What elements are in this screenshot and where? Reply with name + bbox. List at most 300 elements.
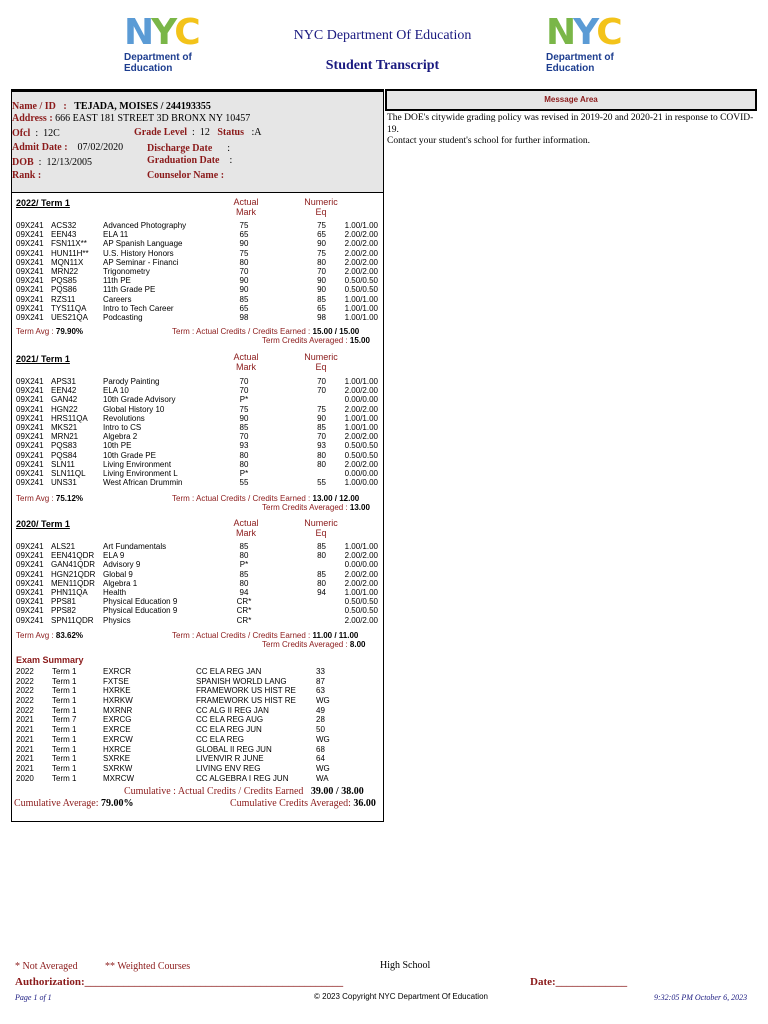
exam-code: EXRCW bbox=[103, 734, 133, 744]
exam-score: WG bbox=[316, 696, 330, 706]
course-title: Physical Education 9 bbox=[103, 597, 178, 607]
exam-score: 49 bbox=[316, 705, 325, 715]
course-title: Algebra 2 bbox=[103, 432, 138, 442]
exam-row bbox=[16, 764, 382, 774]
course-code: MRN21 bbox=[51, 432, 79, 442]
course-row bbox=[16, 405, 382, 414]
status-value: :A bbox=[251, 127, 262, 138]
exam-title: CC ALGEBRA I REG JUN bbox=[196, 773, 289, 783]
numeric-eq: 80 bbox=[317, 450, 326, 460]
course-code: PPS81 bbox=[51, 597, 76, 607]
course-code: GAN41QDR bbox=[51, 560, 96, 570]
school-code: 09X241 bbox=[16, 413, 44, 423]
course-title: 11th Grade PE bbox=[103, 285, 156, 295]
course-code: ALS21 bbox=[51, 542, 76, 551]
numeric-eq: 85 bbox=[317, 294, 326, 304]
term-course-list bbox=[16, 221, 382, 322]
nyc-doe-logo-right bbox=[546, 12, 636, 74]
course-row bbox=[16, 249, 382, 258]
course-row bbox=[16, 285, 382, 294]
exam-code: EXRCG bbox=[103, 715, 132, 725]
exam-term: Term 1 bbox=[52, 696, 77, 706]
exam-row bbox=[16, 706, 382, 716]
credits: 2.00/2.00 bbox=[344, 551, 378, 561]
copyright: © 2023 Copyright NYC Department Of Education bbox=[314, 992, 488, 1001]
school-code: 09X241 bbox=[16, 560, 44, 570]
credits: 2.00/2.00 bbox=[344, 569, 378, 579]
course-title: Parody Painting bbox=[103, 377, 160, 386]
school-code: 09X241 bbox=[16, 459, 44, 469]
exam-year: 2021 bbox=[16, 725, 34, 735]
exam-score: 68 bbox=[316, 744, 325, 754]
exam-row bbox=[16, 696, 382, 706]
exam-year: 2022 bbox=[16, 705, 34, 715]
exam-code: FXTSE bbox=[103, 676, 129, 686]
course-code: SLN11QL bbox=[51, 468, 86, 478]
logo-dept-line2: Education bbox=[124, 63, 173, 74]
credits: 2.00/2.00 bbox=[344, 257, 378, 267]
exam-row bbox=[16, 667, 382, 677]
course-title: ELA 9 bbox=[103, 551, 125, 561]
status-label: Status bbox=[217, 127, 245, 138]
message-body bbox=[385, 111, 757, 150]
numeric-eq: 70 bbox=[317, 432, 326, 442]
school-code: 09X241 bbox=[16, 377, 44, 386]
school-code: 09X241 bbox=[16, 276, 44, 286]
course-row bbox=[16, 386, 382, 395]
course-title: ELA 11 bbox=[103, 230, 129, 240]
course-row bbox=[16, 451, 382, 460]
numeric-eq: 75 bbox=[317, 221, 326, 230]
course-title: ELA 10 bbox=[103, 386, 129, 396]
course-row bbox=[16, 469, 382, 478]
logo-dept-line1: Department of bbox=[546, 52, 614, 63]
rank-row bbox=[12, 170, 41, 181]
numeric-eq: 80 bbox=[317, 459, 326, 469]
course-row bbox=[16, 579, 382, 588]
exam-score: WG bbox=[316, 734, 330, 744]
course-code: PQS83 bbox=[51, 441, 77, 451]
numeric-eq: 65 bbox=[317, 303, 326, 313]
actual-mark: 90 bbox=[239, 413, 249, 423]
exam-code: EXRCR bbox=[103, 667, 132, 676]
school-code: 09X241 bbox=[16, 432, 44, 442]
school-code: 09X241 bbox=[16, 551, 44, 561]
numeric-eq: 90 bbox=[317, 276, 326, 286]
course-code: RZS11 bbox=[51, 294, 76, 304]
actual-mark: 70 bbox=[239, 432, 249, 442]
course-title: 10th Grade Advisory bbox=[103, 395, 176, 405]
name-row: Name / ID : TEJADA, MOISES / 244193355 bbox=[12, 101, 211, 112]
actual-mark: 65 bbox=[239, 303, 249, 313]
exam-term: Term 1 bbox=[52, 676, 77, 686]
admit-label: Admit Date : bbox=[12, 142, 68, 153]
school-code: 09X241 bbox=[16, 441, 44, 451]
exam-score: 28 bbox=[316, 715, 325, 725]
term-credits: Term : Actual Credits / Credits Earned : 11.00 / 11.00 bbox=[172, 631, 359, 640]
actual-mark: CR* bbox=[236, 606, 252, 616]
actual-mark-header: Actual Mark bbox=[233, 352, 259, 372]
course-code: UES21QA bbox=[51, 312, 88, 322]
credits: 1.00/1.00 bbox=[344, 221, 378, 230]
numeric-eq: 55 bbox=[317, 478, 326, 488]
actual-mark: 70 bbox=[239, 266, 249, 276]
discharge-row bbox=[147, 143, 230, 154]
credits: 2.00/2.00 bbox=[344, 386, 378, 396]
page-number: Page 1 of 1 bbox=[15, 993, 52, 1002]
actual-mark: CR* bbox=[236, 615, 252, 625]
exam-code: MXRCW bbox=[103, 773, 135, 783]
exam-summary-heading: Exam Summary bbox=[16, 655, 84, 665]
school-code: 09X241 bbox=[16, 468, 44, 478]
actual-mark: CR* bbox=[236, 597, 252, 607]
course-code: PQS85 bbox=[51, 276, 77, 286]
numeric-eq-header: Numeric Eq bbox=[304, 197, 338, 217]
exam-code: HXRKE bbox=[103, 686, 131, 696]
logo-dept-line2: Education bbox=[546, 63, 595, 74]
exam-code: SXRKW bbox=[103, 763, 133, 773]
credits: 0.50/0.50 bbox=[344, 597, 378, 607]
exam-term: Term 1 bbox=[52, 725, 77, 735]
term-course-list bbox=[16, 542, 382, 625]
actual-mark: 85 bbox=[239, 569, 249, 579]
exam-row bbox=[16, 774, 382, 784]
exam-score: 63 bbox=[316, 686, 325, 696]
school-code: 09X241 bbox=[16, 386, 44, 396]
exam-title: CC ELA REG JAN bbox=[196, 667, 262, 676]
actual-mark: 98 bbox=[239, 312, 249, 322]
course-code: EEN42 bbox=[51, 386, 77, 396]
course-title: AP Seminar - Financi bbox=[103, 257, 179, 267]
credits: 0.50/0.50 bbox=[344, 450, 378, 460]
numeric-eq: 65 bbox=[317, 230, 326, 240]
actual-mark-header: Actual Mark bbox=[233, 518, 259, 538]
course-title: Trigonometry bbox=[103, 266, 150, 276]
course-code: PPS82 bbox=[51, 606, 76, 616]
exam-year: 2021 bbox=[16, 715, 34, 725]
transcript-panel bbox=[11, 89, 384, 822]
numeric-eq: 85 bbox=[317, 422, 326, 432]
course-row bbox=[16, 588, 382, 597]
numeric-eq: 75 bbox=[317, 404, 326, 414]
course-row bbox=[16, 267, 382, 276]
numeric-eq: 80 bbox=[317, 257, 326, 267]
course-row bbox=[16, 239, 382, 248]
grade-label: Grade Level bbox=[134, 127, 188, 138]
exam-score: 87 bbox=[316, 676, 325, 686]
exam-term: Term 1 bbox=[52, 744, 77, 754]
exam-code: HXRCE bbox=[103, 744, 132, 754]
term-avg: Term Avg : 75.12% bbox=[16, 494, 84, 503]
actual-mark: 90 bbox=[239, 285, 249, 295]
exam-title: SPANISH WORLD LANG bbox=[196, 676, 287, 686]
name-value: TEJADA, MOISES / 244193355 bbox=[74, 101, 211, 112]
numeric-eq: 90 bbox=[317, 413, 326, 423]
exam-score: 64 bbox=[316, 754, 325, 764]
actual-mark-header: Actual Mark bbox=[233, 197, 259, 217]
ofcl-value: 12C bbox=[43, 128, 60, 139]
print-timestamp: 9:32:05 PM October 6, 2023 bbox=[654, 993, 748, 1002]
course-code: FSN11X** bbox=[51, 239, 87, 249]
school-code: 09X241 bbox=[16, 597, 44, 607]
course-row bbox=[16, 616, 382, 625]
actual-mark: P* bbox=[239, 468, 249, 478]
numeric-eq: 98 bbox=[317, 312, 326, 322]
school-code: 09X241 bbox=[16, 606, 44, 616]
credits: 2.00/2.00 bbox=[344, 248, 378, 258]
course-code: SLN11 bbox=[51, 459, 75, 469]
actual-mark: 70 bbox=[239, 377, 249, 386]
credits: 1.00/1.00 bbox=[344, 422, 378, 432]
term-course-list bbox=[16, 377, 382, 487]
graddate-row bbox=[147, 155, 232, 166]
course-row bbox=[16, 276, 382, 285]
course-code: APS31 bbox=[51, 377, 76, 386]
school-code: 09X241 bbox=[16, 404, 44, 414]
nyc-logo-letters: N Y C bbox=[124, 12, 198, 53]
cumulative-credits-averaged: Cumulative Credits Averaged: 36.00 bbox=[230, 798, 376, 809]
dob-label: DOB bbox=[12, 157, 34, 168]
course-code: MQN11X bbox=[51, 257, 84, 267]
numeric-eq: 70 bbox=[317, 377, 326, 386]
exam-title: GLOBAL II REG JUN bbox=[196, 744, 272, 754]
numeric-eq: 85 bbox=[317, 569, 326, 579]
course-code: MEN11QDR bbox=[51, 578, 95, 588]
school-code: 09X241 bbox=[16, 422, 44, 432]
grade-value: 12 bbox=[199, 127, 210, 138]
school-code: 09X241 bbox=[16, 542, 44, 551]
actual-mark: 85 bbox=[239, 542, 249, 551]
actual-mark: 80 bbox=[239, 551, 249, 561]
course-row bbox=[16, 377, 382, 386]
exam-title: CC ELA REG JUN bbox=[196, 725, 262, 735]
exam-year: 2021 bbox=[16, 734, 34, 744]
message-line: Contact your student's school for further information. bbox=[387, 136, 591, 146]
actual-mark: 90 bbox=[239, 239, 249, 249]
course-title: Advisory 9 bbox=[103, 560, 141, 570]
school-code: 09X241 bbox=[16, 450, 44, 460]
exam-year: 2022 bbox=[16, 676, 34, 686]
admit-row bbox=[12, 142, 123, 153]
message-panel bbox=[385, 89, 757, 150]
course-title: Living Environment bbox=[103, 459, 172, 469]
course-title: Algebra 1 bbox=[103, 578, 138, 588]
credits: 1.00/1.00 bbox=[344, 413, 378, 423]
exam-code: EXRCE bbox=[103, 725, 131, 735]
term-credits-averaged: Term Credits Averaged : 13.00 bbox=[262, 503, 370, 512]
exam-year: 2021 bbox=[16, 754, 34, 764]
term-credits-averaged: Term Credits Averaged : 8.00 bbox=[262, 640, 366, 649]
exam-term: Term 1 bbox=[52, 754, 77, 764]
credits: 2.00/2.00 bbox=[344, 578, 378, 588]
numeric-eq: 94 bbox=[317, 587, 326, 597]
numeric-eq-header: Numeric Eq bbox=[304, 352, 338, 372]
exam-title: CC ALG II REG JAN bbox=[196, 705, 269, 715]
actual-mark: 85 bbox=[239, 422, 249, 432]
credits: 0.00/0.00 bbox=[344, 468, 378, 478]
graddate-value: : bbox=[229, 155, 233, 166]
exam-code: HXRKW bbox=[103, 696, 133, 706]
credits: 2.00/2.00 bbox=[344, 239, 378, 249]
course-row bbox=[16, 478, 382, 487]
course-row bbox=[16, 606, 382, 615]
exam-row bbox=[16, 735, 382, 745]
exam-term: Term 1 bbox=[52, 667, 77, 676]
exam-row bbox=[16, 745, 382, 755]
course-code: HUN11H** bbox=[51, 248, 89, 258]
credits: 2.00/2.00 bbox=[344, 459, 378, 469]
exam-code: MXRNR bbox=[103, 705, 133, 715]
course-title: Physics bbox=[103, 615, 131, 625]
school-code: 09X241 bbox=[16, 248, 44, 258]
course-row bbox=[16, 432, 382, 441]
course-title: Global History 10 bbox=[103, 404, 165, 414]
numeric-eq: 93 bbox=[317, 441, 326, 451]
course-title: Revolutions bbox=[103, 413, 145, 423]
course-title: West African Drummin bbox=[103, 478, 183, 488]
course-row bbox=[16, 230, 382, 239]
course-row bbox=[16, 395, 382, 404]
school-code: 09X241 bbox=[16, 578, 44, 588]
actual-mark: 75 bbox=[239, 248, 249, 258]
school-code: 09X241 bbox=[16, 285, 44, 295]
course-row bbox=[16, 570, 382, 579]
course-code: HGN21QDR bbox=[51, 569, 96, 579]
department-title: NYC Department Of Education bbox=[293, 28, 472, 43]
course-row bbox=[16, 414, 382, 423]
date-line: Date:_____________ bbox=[530, 976, 628, 988]
nyc-doe-logo-left bbox=[124, 12, 214, 74]
credits: 1.00/1.00 bbox=[344, 377, 378, 386]
credits: 2.00/2.00 bbox=[344, 432, 378, 442]
credits: 0.50/0.50 bbox=[344, 276, 378, 286]
exam-year: 2022 bbox=[16, 696, 34, 706]
course-title: Global 9 bbox=[103, 569, 133, 579]
exam-year: 2021 bbox=[16, 763, 34, 773]
weighted-courses-note: ** Weighted Courses bbox=[105, 961, 191, 972]
course-code: EEN41QDR bbox=[51, 551, 95, 561]
actual-mark: 80 bbox=[239, 578, 249, 588]
course-row bbox=[16, 551, 382, 560]
course-code: UNS31 bbox=[51, 478, 77, 488]
numeric-eq-header: Numeric Eq bbox=[304, 518, 338, 538]
credits: 1.00/1.00 bbox=[344, 312, 378, 322]
transcript-title: Student Transcript bbox=[325, 58, 440, 73]
authorization-line: Authorization:_______________________________________________ bbox=[15, 976, 344, 988]
credits: 2.00/2.00 bbox=[344, 266, 378, 276]
logo-dept-line1: Department of bbox=[124, 52, 192, 63]
course-code: HGN22 bbox=[51, 404, 78, 414]
admit-value: 07/02/2020 bbox=[77, 142, 124, 153]
counselor-label: Counselor Name : bbox=[147, 170, 225, 181]
term-credits-averaged: Term Credits Averaged : 15.00 bbox=[262, 336, 370, 345]
term-credits: Term : Actual Credits / Credits Earned : 15.00 / 15.00 bbox=[172, 327, 360, 336]
address-label: Address : bbox=[12, 113, 53, 124]
ofcl-label: Ofcl bbox=[12, 128, 31, 139]
exam-year: 2020 bbox=[16, 773, 34, 783]
credits: 1.00/0.00 bbox=[344, 478, 378, 488]
course-row bbox=[16, 560, 382, 569]
course-title: Intro to CS bbox=[103, 422, 142, 432]
actual-mark: P* bbox=[239, 395, 249, 405]
numeric-eq: 90 bbox=[317, 239, 326, 249]
term-heading: 2022/ Term 1 bbox=[16, 198, 70, 208]
actual-mark: 55 bbox=[239, 478, 249, 488]
course-code: SPN11QDR bbox=[51, 615, 94, 625]
address-value: 666 EAST 181 STREET 3D BRONX NY 10457 bbox=[55, 113, 251, 124]
ofcl-row: Ofcl : 12C bbox=[12, 128, 60, 139]
course-row bbox=[16, 258, 382, 267]
course-title: 10th PE bbox=[103, 441, 132, 451]
course-code: PHN11QA bbox=[51, 587, 88, 597]
term-avg: Term Avg : 79.90% bbox=[16, 327, 84, 336]
actual-mark: 65 bbox=[239, 230, 249, 240]
credits: 1.00/1.00 bbox=[344, 542, 378, 551]
credits: 0.50/0.50 bbox=[344, 441, 378, 451]
credits: 0.00/0.00 bbox=[344, 395, 378, 405]
counselor-row bbox=[147, 170, 224, 181]
course-title: U.S. History Honors bbox=[103, 248, 174, 258]
course-code: MRN22 bbox=[51, 266, 79, 276]
message-line: The DOE's citywide grading policy was revised in 2019-20 and 2020-21 in response to COVID-19. bbox=[387, 113, 754, 135]
exam-title: LIVENVIR R JUNE bbox=[196, 754, 264, 764]
course-title: AP Spanish Language bbox=[103, 239, 183, 249]
actual-mark: 75 bbox=[239, 404, 249, 414]
exam-title: CC ELA REG AUG bbox=[196, 715, 264, 725]
school-code: 09X241 bbox=[16, 294, 44, 304]
course-title: Advanced Photography bbox=[103, 221, 187, 230]
school-code: 09X241 bbox=[16, 257, 44, 267]
not-averaged-note: * Not Averaged bbox=[15, 961, 78, 972]
credits: 0.00/0.00 bbox=[344, 560, 378, 570]
numeric-eq: 70 bbox=[317, 266, 326, 276]
credits: 1.00/1.00 bbox=[344, 294, 378, 304]
course-title: 11th PE bbox=[103, 276, 131, 286]
exam-score: WG bbox=[316, 763, 330, 773]
actual-mark: 90 bbox=[239, 276, 249, 286]
numeric-eq: 80 bbox=[317, 551, 326, 561]
school-code: 09X241 bbox=[16, 303, 44, 313]
course-title: Intro to Tech Career bbox=[103, 303, 174, 313]
term-heading: 2020/ Term 1 bbox=[16, 519, 70, 529]
course-title: Podcasting bbox=[103, 312, 143, 322]
school-code: 09X241 bbox=[16, 587, 44, 597]
course-row bbox=[16, 423, 382, 432]
school-type: High School bbox=[380, 960, 431, 971]
course-row bbox=[16, 313, 382, 322]
credits: 0.50/0.50 bbox=[344, 285, 378, 295]
course-code: PQS86 bbox=[51, 285, 77, 295]
actual-mark: 70 bbox=[239, 386, 249, 396]
graddate-label: Graduation Date bbox=[147, 155, 220, 166]
numeric-eq: 90 bbox=[317, 285, 326, 295]
actual-mark: 75 bbox=[239, 221, 249, 230]
credits: 1.00/1.00 bbox=[344, 303, 378, 313]
course-code: GAN42 bbox=[51, 395, 78, 405]
exam-term: Term 1 bbox=[52, 686, 77, 696]
student-info-box bbox=[12, 90, 383, 193]
address-row bbox=[12, 113, 250, 124]
grade-row: Grade Level : 12 Status :A bbox=[134, 127, 262, 138]
school-code: 09X241 bbox=[16, 569, 44, 579]
exam-row bbox=[16, 715, 382, 725]
exam-title: LIVING ENV REG bbox=[196, 763, 261, 773]
credits: 1.00/1.00 bbox=[344, 587, 378, 597]
dob-value: 12/13/2005 bbox=[46, 157, 93, 168]
discharge-value: : bbox=[227, 143, 231, 154]
school-code: 09X241 bbox=[16, 615, 44, 625]
exam-row bbox=[16, 754, 382, 764]
